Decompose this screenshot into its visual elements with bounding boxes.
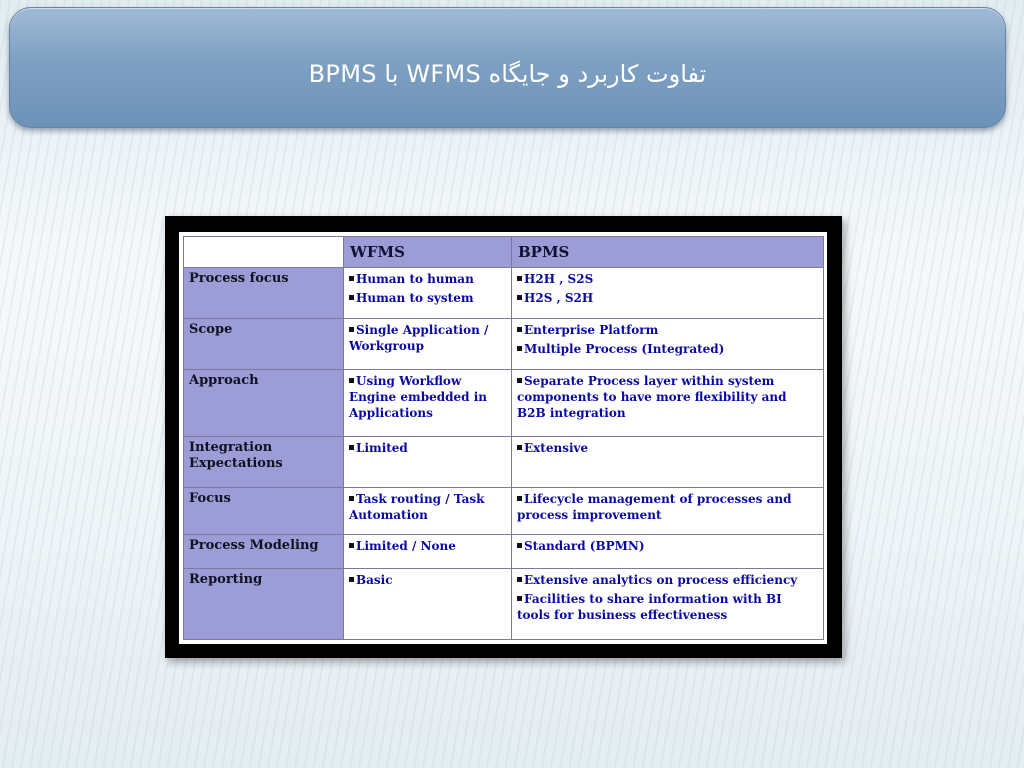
square-bullet-icon <box>517 378 522 383</box>
table-body <box>184 268 824 640</box>
square-bullet-icon <box>517 346 522 351</box>
bullet-text: Lifecycle management of processes and process improvement <box>517 491 792 522</box>
row-label: Scope <box>184 318 344 369</box>
wfms-cell <box>344 318 512 369</box>
bullet-text: Enterprise Platform <box>524 322 659 337</box>
bpms-cell <box>512 535 824 569</box>
bullet-item <box>517 373 818 421</box>
comparison-table <box>183 236 824 640</box>
table-row <box>184 268 824 319</box>
bullet-item <box>349 572 506 588</box>
comparison-table-container <box>179 232 827 644</box>
table-row <box>184 568 824 639</box>
table-row <box>184 487 824 535</box>
bullet-text: H2S , S2H <box>524 291 594 305</box>
square-bullet-icon <box>517 276 522 281</box>
bullet-item <box>517 538 818 554</box>
bullet-text: Task routing / Task Automation <box>349 491 485 522</box>
bullet-text: H2H , S2S <box>524 272 594 286</box>
wfms-cell <box>344 268 512 319</box>
square-bullet-icon <box>349 543 354 548</box>
square-bullet-icon <box>349 295 354 300</box>
header-wfms: WFMS <box>344 237 512 268</box>
header-corner-cell <box>184 237 344 268</box>
bullet-item <box>349 440 506 456</box>
bullet-text: Single Application / Workgroup <box>349 322 489 353</box>
table-header-row <box>184 237 824 268</box>
square-bullet-icon <box>349 496 354 501</box>
square-bullet-icon <box>517 295 522 300</box>
bullet-item <box>349 322 506 354</box>
bullet-text: Basic <box>356 572 393 587</box>
bpms-cell <box>512 487 824 535</box>
bullet-item <box>349 271 506 287</box>
bullet-text: Human to system <box>356 291 474 305</box>
table-row <box>184 535 824 569</box>
bullet-item <box>517 491 818 523</box>
row-label: Integration Expectations <box>184 436 344 487</box>
square-bullet-icon <box>349 577 354 582</box>
bullet-item <box>349 373 506 421</box>
header-bpms: BPMS <box>512 237 824 268</box>
row-label: Process Modeling <box>184 535 344 569</box>
table-row <box>184 436 824 487</box>
wfms-cell <box>344 369 512 436</box>
bullet-item <box>349 491 506 523</box>
wfms-cell <box>344 535 512 569</box>
bullet-item <box>517 341 818 357</box>
bullet-text: Extensive analytics on process efficiency <box>524 572 798 587</box>
slide-title: تفاوت کاربرد و جایگاه WFMS با BPMS <box>308 60 707 88</box>
bullet-item <box>517 271 818 287</box>
table-row <box>184 318 824 369</box>
row-label: Process focus <box>184 268 344 319</box>
bullet-item <box>517 591 818 623</box>
bullet-text: Limited <box>356 440 408 455</box>
bullet-item <box>517 290 818 306</box>
bullet-item <box>349 538 506 554</box>
bullet-item <box>517 572 818 588</box>
bullet-text: Extensive <box>524 440 589 455</box>
bullet-text: Using Workflow Engine embedded in Applications <box>349 373 487 420</box>
square-bullet-icon <box>517 496 522 501</box>
bullet-item <box>517 322 818 338</box>
square-bullet-icon <box>517 596 522 601</box>
square-bullet-icon <box>517 327 522 332</box>
square-bullet-icon <box>349 445 354 450</box>
row-label: Reporting <box>184 568 344 639</box>
bpms-cell <box>512 268 824 319</box>
bullet-item <box>517 440 818 456</box>
bullet-text: Multiple Process (Integrated) <box>524 341 725 356</box>
wfms-cell <box>344 568 512 639</box>
row-label: Focus <box>184 487 344 535</box>
table-image-frame <box>165 216 842 658</box>
square-bullet-icon <box>349 327 354 332</box>
bpms-cell <box>512 318 824 369</box>
row-label: Approach <box>184 369 344 436</box>
bpms-cell <box>512 436 824 487</box>
title-banner <box>9 7 1006 128</box>
bullet-text: Separate Process layer within system components to have more flexibility and B2B integration <box>517 373 787 420</box>
bullet-text: Human to human <box>356 272 474 286</box>
bullet-item <box>349 290 506 306</box>
table-row <box>184 369 824 436</box>
wfms-cell <box>344 436 512 487</box>
wfms-cell <box>344 487 512 535</box>
bullet-text: Facilities to share information with BI tools for business effectiveness <box>517 591 782 622</box>
square-bullet-icon <box>349 276 354 281</box>
bpms-cell <box>512 568 824 639</box>
bullet-text: Standard (BPMN) <box>524 539 645 554</box>
square-bullet-icon <box>517 543 522 548</box>
bpms-cell <box>512 369 824 436</box>
square-bullet-icon <box>517 445 522 450</box>
bullet-text: Limited / None <box>356 539 456 554</box>
square-bullet-icon <box>517 577 522 582</box>
square-bullet-icon <box>349 378 354 383</box>
